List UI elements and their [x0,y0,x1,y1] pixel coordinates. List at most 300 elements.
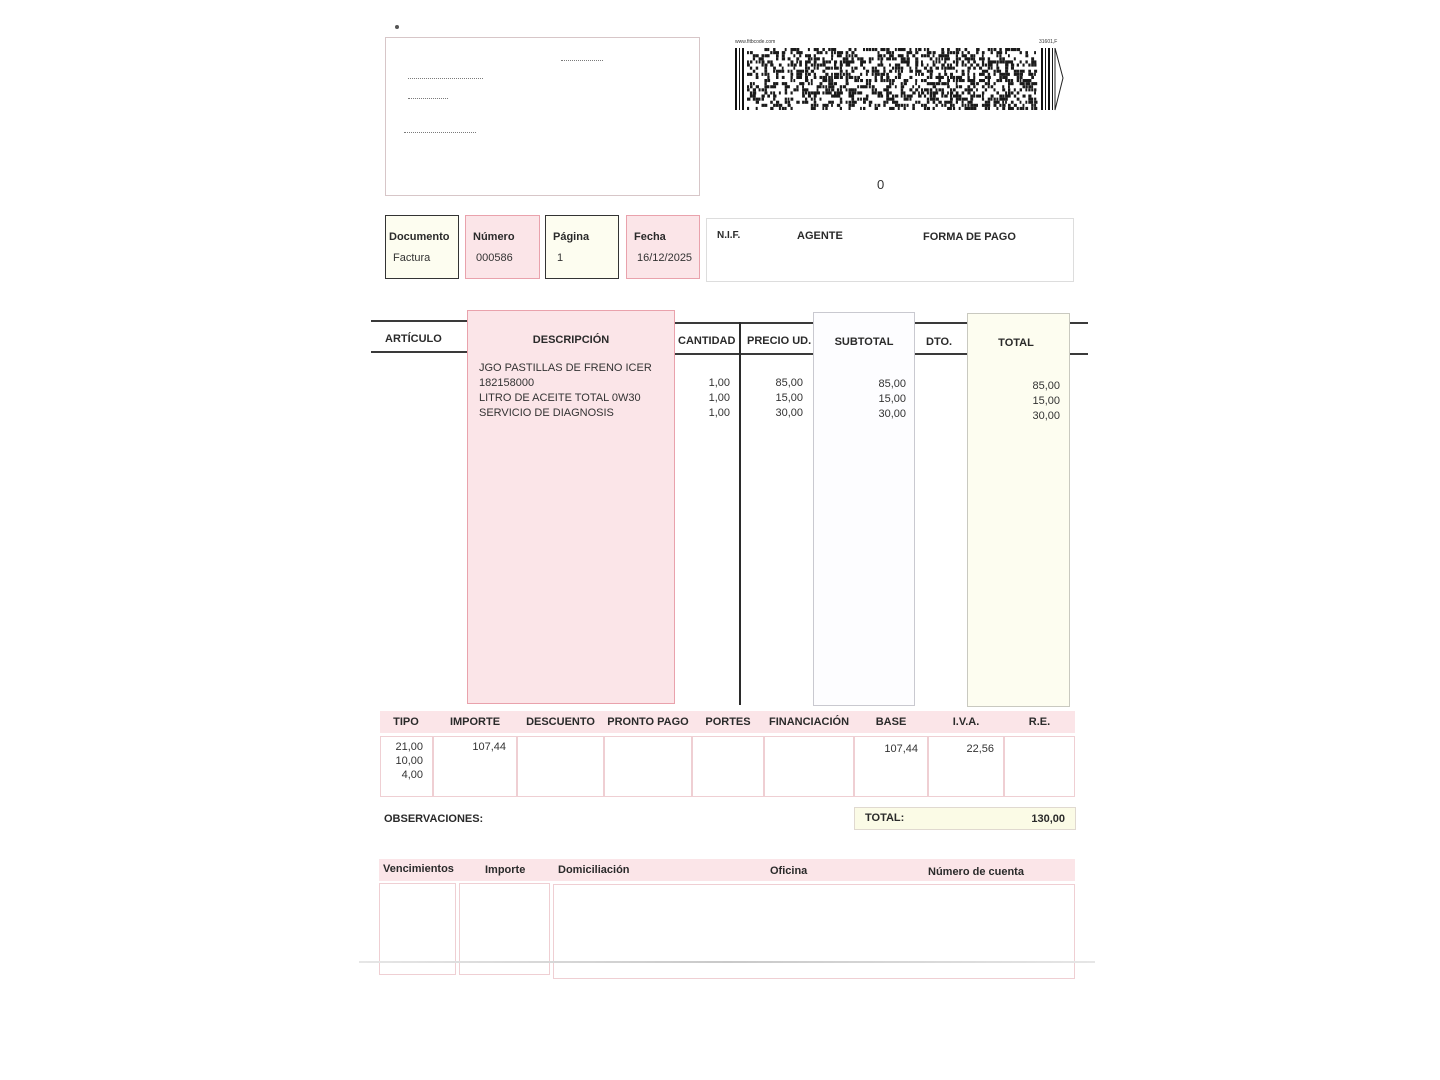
barcode-module [909,98,911,101]
descuento-header: DESCUENTO [526,716,595,728]
barcode-module [878,51,880,54]
barcode-module [875,107,878,110]
barcode-module [773,48,775,51]
barcode-module [851,54,853,57]
barcode-module [791,107,793,110]
barcode-module [849,95,852,98]
redacted-line [408,78,483,80]
barcode-module [889,51,891,54]
barcode-module [814,57,817,60]
barcode-module [999,73,1002,76]
barcode-module [814,91,817,94]
barcode-module [802,95,805,98]
barcode-module [796,73,799,76]
barcode-module [846,73,849,76]
barcode-module [770,85,773,88]
importe-cell [433,736,517,797]
barcode-module [889,70,892,73]
barcode-module [872,67,874,70]
barcode-module [828,91,832,94]
barcode-module [828,101,831,104]
barcode-module [973,76,975,79]
barcode-module [947,48,950,51]
barcode-module [889,64,891,67]
barcode-module [959,76,962,79]
barcode-module [1025,101,1027,104]
barcode-module [1002,85,1004,88]
barcode-module [747,85,749,88]
barcode-module [1008,79,1011,82]
barcode-module [895,104,898,107]
barcode-module [846,82,849,85]
barcode-module [959,48,961,51]
barcode-module [840,101,843,104]
barcode-module [936,82,939,85]
barcode-module [956,98,959,101]
barcode-module [860,107,862,110]
barcode-module [1023,82,1025,85]
barcode-module [982,60,984,63]
re-cell [1004,736,1075,797]
barcode-module [1011,82,1014,85]
barcode-module [770,107,773,110]
barcode-module [851,104,854,107]
barcode-module [1034,64,1036,67]
barcode-module [869,85,871,88]
barcode-module [895,85,897,88]
barcode-module [831,48,834,51]
barcode-module [927,101,930,104]
barcode-module [1031,64,1034,67]
barcode-module [999,70,1001,73]
barcode-module [1031,73,1033,76]
barcode-module [982,54,984,57]
barcode-module [967,88,970,91]
barcode-module [796,85,798,88]
tipo-value: 10,00 [395,755,423,767]
barcode-module [869,82,871,85]
barcode-module [1025,107,1028,110]
barcode-module [973,54,975,57]
barcode-module [788,104,791,107]
barcode-module [944,95,948,98]
barcode-module [1020,70,1023,73]
base-cell [854,736,928,797]
barcode-module [959,107,961,110]
barcode-module [767,76,769,79]
barcode-module [837,54,840,57]
precio-cell: 85,00 [775,377,803,389]
barcode-module [953,88,956,91]
barcode-module [956,79,958,82]
barcode-module [933,95,936,98]
barcode-module [776,101,779,104]
fecha-value: 16/12/2025 [637,252,693,264]
barcode-module [1008,48,1010,51]
barcode-module [999,79,1002,82]
barcode-module [860,85,863,88]
barcode-module [831,79,833,82]
barcode-module [767,73,769,76]
barcode-module [895,57,897,60]
barcode-module [796,60,798,63]
barcode-module [927,82,930,85]
barcode-module [982,95,984,98]
barcode-module [950,76,953,79]
barcode-module [886,101,888,104]
barcode-module [976,88,978,91]
barcode-module [849,104,852,107]
barcode-module [930,73,933,76]
barcode-module [750,51,753,54]
barcode-module [814,73,816,76]
barcode-module [785,85,788,88]
barcode-module [1020,79,1022,82]
iva-cell [928,736,1004,797]
barcode-module [799,54,801,57]
barcode-module [988,57,990,60]
description-line: JGO PASTILLAS DE FRENO ICER [479,362,652,374]
scan-line [359,961,1095,963]
barcode-module [930,91,933,94]
barcode-module [773,104,776,107]
barcode-module [747,60,749,63]
barcode-module [805,76,808,79]
barcode-module [904,82,907,85]
barcode-module [967,73,969,76]
descuento-cell [517,736,604,797]
barcode-module [967,76,969,79]
barcode-module [762,95,765,98]
barcode-module [1020,101,1022,104]
barcode-module [851,91,854,94]
barcode-module [1031,85,1033,88]
barcode-module [999,48,1002,51]
barcode-module [849,107,851,110]
barcode-module [1017,91,1020,94]
barcode-source-text: www.fitbcode.com [735,39,776,45]
forma-pago-label: FORMA DE PAGO [923,231,1016,243]
barcode-module [851,67,853,70]
barcode-module [857,98,859,101]
barcode-module [811,70,814,73]
barcode-module [791,70,793,73]
barcode-module [901,48,904,51]
barcode-module [753,82,755,85]
barcode-module [1023,85,1026,88]
barcode-module [808,67,810,70]
barcode-guard-bar [1041,48,1043,110]
barcode-module [1025,60,1027,63]
barcode-module [854,88,856,91]
barcode-module [837,76,839,79]
barcode-module [915,51,918,54]
barcode-module [901,60,904,63]
column-divider [739,322,741,705]
barcode-module [996,51,999,54]
barcode-module [759,60,761,63]
barcode-module [918,85,920,88]
subtotal-cell: 85,00 [878,378,906,390]
barcode-module [927,76,929,79]
barcode-module [779,104,782,107]
barcode-module [849,76,852,79]
barcode-module [1028,88,1030,91]
barcode-module [869,60,872,63]
barcode-module [947,54,949,57]
barcode-module [756,107,758,110]
barcode-module [970,79,973,82]
barcode-module [1005,98,1008,101]
barcode-module [875,104,877,107]
barcode-module [936,67,940,70]
barcode-module [863,107,865,110]
barcode-module [1011,91,1014,94]
barcode-module [822,64,825,67]
barcode-module [1011,101,1014,104]
barcode-module [1020,51,1022,54]
barcode-module [785,88,787,91]
barcode-module [808,82,810,85]
description-lines [479,361,652,421]
barcode-module [962,79,965,82]
barcode-module [840,85,842,88]
barcode-module [994,48,997,51]
barcode-module [793,54,795,57]
barcode-module [999,76,1002,79]
barcode-module [767,85,769,88]
barcode-module [799,76,802,79]
barcode-module [840,73,842,76]
barcode-module [909,51,912,54]
barcode-module [837,104,840,107]
barcode-module [883,48,885,51]
barcode-module [892,54,894,57]
barcode-module [869,104,871,107]
barcode-module [837,51,840,54]
barcode-module [965,48,968,51]
barcode-module [825,67,828,70]
barcode-module [959,95,962,98]
fecha-label: Fecha [634,231,666,243]
barcode-module [985,88,987,91]
barcode-module [918,73,920,76]
barcode-module [912,91,915,94]
barcode-module [973,91,975,94]
barcode-module [941,104,943,107]
barcode-module [1002,73,1005,76]
barcode-module [1020,76,1023,79]
barcode-module [759,98,761,101]
barcode-module [747,51,749,54]
barcode-module [930,88,933,91]
barcode-module [767,60,770,63]
barcode-module [808,95,811,98]
barcode-module [953,51,955,54]
barcode-module [1023,107,1025,110]
barcode-module [811,64,813,67]
barcode-module [764,54,767,57]
barcode-module [825,88,828,91]
barcode-module [927,64,929,67]
barcode-module [750,85,753,88]
barcode-module [933,60,935,63]
barcode-module [936,76,939,79]
barcode-module [999,60,1002,63]
barcode-module [1002,98,1005,101]
barcode-module [1008,54,1010,57]
barcode-module [970,57,973,60]
barcode-module [930,95,932,98]
barcode-module [828,48,831,51]
barcode-module [898,104,900,107]
barcode-module [959,98,962,101]
barcode-module [921,79,923,82]
barcode-module [791,48,794,51]
barcode-module [750,60,753,63]
barcode-module [756,101,759,104]
barcode-module [944,54,947,57]
barcode-module [941,64,945,67]
tipo-value: 4,00 [401,769,423,781]
barcode-module [773,70,775,73]
barcode-module [747,98,750,101]
barcode-module [825,91,828,94]
barcode-module [846,57,849,60]
barcode-module [886,57,889,60]
barcode-module [793,48,796,51]
barcode-module [779,91,781,94]
barcode-module [814,67,816,70]
barcode-module [904,104,906,107]
barcode-module [930,82,933,85]
barcode-module [1020,82,1023,85]
barcode-module [1008,60,1011,63]
barcode-module [930,57,933,60]
barcode-module [764,67,767,70]
barcode-module [764,73,767,76]
barcode-end-arrow [1055,48,1063,110]
barcode-module [837,95,840,98]
barcode-module [840,76,843,79]
base-value: 107,44 [884,743,918,755]
documento-value: Factura [393,252,431,264]
barcode-module [825,51,827,54]
barcode-guard-bar [1052,48,1053,110]
barcode-module [822,57,824,60]
barcode-module [875,88,877,91]
barcode-module [1034,91,1036,94]
barcode-module [796,57,799,60]
barcode-module [967,101,970,104]
barcode-module [962,54,965,57]
barcode-module [851,60,854,63]
barcode-module [956,76,959,79]
barcode-module [857,57,860,60]
importe-value: 107,44 [472,741,506,753]
barcode-module [912,104,915,107]
barcode-module [915,79,917,82]
barcode-module [941,54,944,57]
barcode-module [889,57,891,60]
barcode-module [811,79,813,82]
barcode-module [805,101,808,104]
barcode-module [996,91,999,94]
barcode-module [953,76,955,79]
barcode-module [1023,64,1025,67]
barcode-module [863,98,866,101]
barcode-module [991,95,994,98]
barcode-module [825,79,827,82]
description-line: 182158000 [479,377,535,389]
barcode-module [907,51,910,54]
cantidad-cell: 1,00 [708,392,730,404]
barcode-module [999,95,1002,98]
barcode-module [883,79,885,82]
iva-value: 22,56 [966,743,994,755]
barcode-module [921,60,923,63]
barcode-module [811,98,813,101]
agente-label: AGENTE [797,230,843,242]
barcode-module [889,91,892,94]
barcode-module [976,48,980,51]
barcode-module [860,98,862,101]
barcode-module [933,85,937,88]
barcode-module [828,76,831,79]
barcode-module [860,64,863,67]
barcode-module [979,73,982,76]
barcode-module [892,57,895,60]
barcode-module [915,82,917,85]
barcode-module [756,85,759,88]
barcode-module [933,51,936,54]
barcode-module [825,107,827,110]
barcode-module [909,76,912,79]
barcode-module [973,73,975,76]
barcode-module [822,48,825,51]
barcode-module [895,95,898,98]
barcode-module [814,107,816,110]
barcode-module [764,70,767,73]
barcode-module [967,79,970,82]
barcode-module [970,64,973,67]
barcode-module [909,95,912,98]
barcode-module [924,79,927,82]
barcode-module [837,88,839,91]
barcode-module [909,88,912,91]
numero-cuenta-header: Número de cuenta [928,866,1024,878]
barcode-module [785,91,788,94]
barcode-module [915,57,918,60]
barcode-module [1031,57,1034,60]
barcode-module [860,79,863,82]
barcode-module [1008,95,1011,98]
barcode-module [776,54,779,57]
barcode-module [762,57,764,60]
barcode-module [956,85,958,88]
barcode-module [985,107,988,110]
barcode-module [831,51,833,54]
barcode-module [930,67,933,70]
barcode-module [1011,60,1013,63]
observaciones-label: OBSERVACIONES: [384,813,484,825]
barcode-module [791,91,793,94]
barcode-module [822,79,825,82]
barcode-module [817,91,820,94]
barcode-module [764,82,766,85]
barcode-module [1011,67,1014,70]
barcode-module [831,67,833,70]
